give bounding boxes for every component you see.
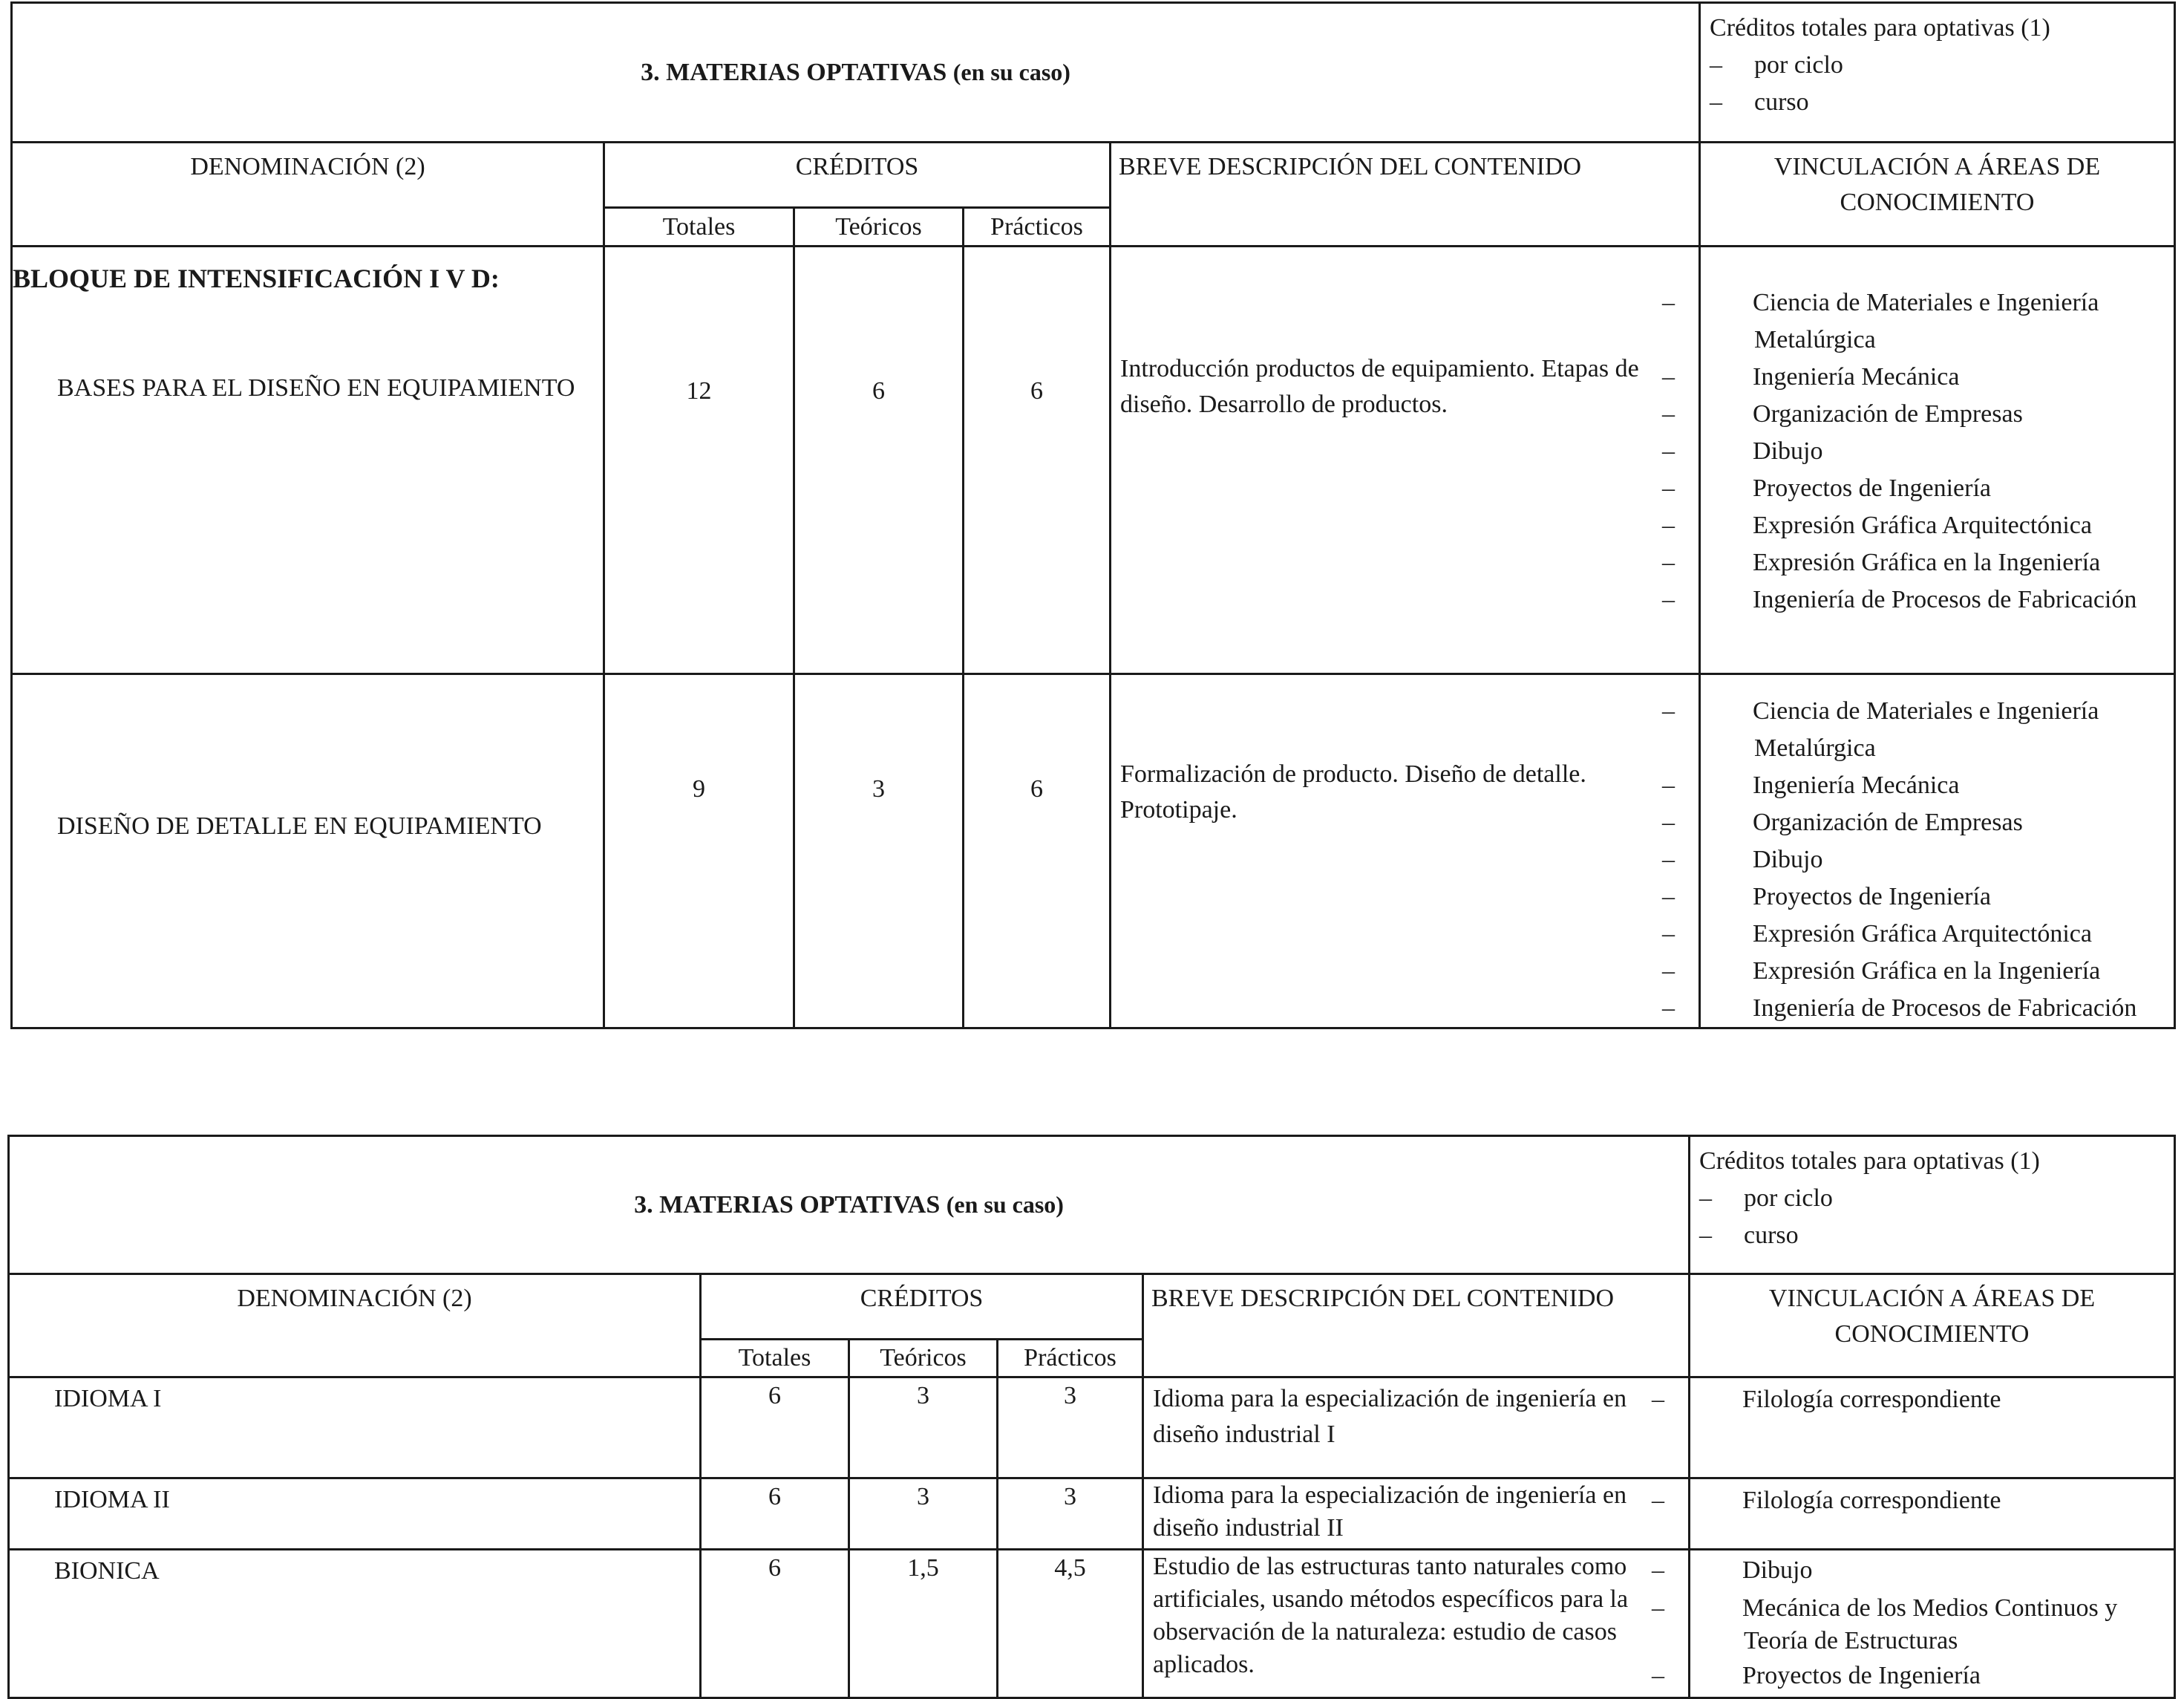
optativas-table-2 bbox=[7, 1135, 2176, 1699]
credits-item: – curso bbox=[1710, 88, 1809, 116]
subject-name: IDIOMA I bbox=[54, 1385, 162, 1412]
credits-item: – por ciclo bbox=[1699, 1184, 1833, 1212]
cell-teoricos: 1,5 bbox=[849, 1550, 998, 1698]
table-row bbox=[9, 1478, 2175, 1550]
area-item: – Ciencia de Materiales e Ingeniería Metalúrgica bbox=[1662, 289, 2099, 353]
header-teoricos: Teóricos bbox=[849, 1340, 998, 1377]
subject-name: DISEÑO DE DETALLE EN EQUIPAMIENTO bbox=[57, 812, 542, 840]
area-item: – Ingeniería de Procesos de Fabricación bbox=[1662, 994, 2137, 1022]
cell-practicos: 6 bbox=[964, 674, 1111, 1028]
area-item: – Organización de Empresas bbox=[1662, 809, 2023, 836]
header-totales: Totales bbox=[701, 1340, 849, 1377]
area-item: – Ciencia de Materiales e Ingeniería Metalúrgica bbox=[1662, 697, 2099, 762]
cell-teoricos: 3 bbox=[794, 674, 964, 1028]
cell-practicos: 6 bbox=[964, 247, 1111, 674]
area-item: – Dibujo bbox=[1652, 1556, 1813, 1584]
area-item: – Filología correspondiente bbox=[1652, 1487, 2001, 1514]
cell-areas bbox=[1652, 1377, 2175, 1478]
cell-descripcion: Introducción productos de equipamiento. Etapas de diseño. Desarrollo de productos. bbox=[1111, 247, 1700, 674]
block-title: BLOQUE DE INTENSIFICACIÓN I V D: bbox=[13, 264, 500, 293]
header-descripcion: BREVE DESCRIPCIÓN DEL CONTENIDO bbox=[1111, 143, 1700, 247]
cell-descripcion: Idioma para la especialización de ingeniería en diseño industrial II bbox=[1143, 1478, 1690, 1550]
table-row bbox=[9, 1377, 2175, 1478]
credits-total-box bbox=[1690, 1136, 2175, 1274]
header-creditos: CRÉDITOS bbox=[701, 1274, 1143, 1340]
cell-practicos: 3 bbox=[998, 1478, 1143, 1550]
header-denominacion: DENOMINACIÓN (2) bbox=[12, 143, 604, 247]
cell-practicos: 3 bbox=[998, 1377, 1143, 1478]
cell-teoricos: 3 bbox=[849, 1377, 998, 1478]
area-item: – Mecánica de los Medios Continuos y Teoría de Estructuras bbox=[1652, 1594, 2118, 1654]
cell-areas bbox=[1652, 1478, 2175, 1550]
cell-areas bbox=[1662, 247, 2175, 674]
area-item: – Dibujo bbox=[1662, 846, 1823, 873]
cell-areas bbox=[1662, 674, 2175, 1028]
header-practicos: Prácticos bbox=[998, 1340, 1143, 1377]
cell-teoricos: 6 bbox=[794, 247, 964, 674]
area-item: – Expresión Gráfica en la Ingeniería bbox=[1662, 957, 2101, 985]
cell-totales: 9 bbox=[604, 674, 794, 1028]
table-row bbox=[12, 247, 2175, 674]
area-item: – Ingeniería Mecánica bbox=[1662, 363, 1960, 391]
cell-totales: 6 bbox=[701, 1550, 849, 1698]
area-item: – Expresión Gráfica Arquitectónica bbox=[1662, 920, 2092, 948]
header-practicos: Prácticos bbox=[964, 208, 1111, 247]
table-row bbox=[9, 1550, 2175, 1698]
cell-totales: 6 bbox=[701, 1478, 849, 1550]
credits-item: – curso bbox=[1699, 1222, 1799, 1249]
subject-name: BASES PARA EL DISEÑO EN EQUIPAMIENTO bbox=[57, 374, 575, 402]
area-item: – Expresión Gráfica Arquitectónica bbox=[1662, 512, 2092, 539]
area-item: – Filología correspondiente bbox=[1652, 1386, 2001, 1413]
header-vinculacion: VINCULACIÓN A ÁREAS DE CONOCIMIENTO bbox=[1700, 143, 2175, 247]
section-title: 3. MATERIAS OPTATIVAS (en su caso) bbox=[9, 1136, 1690, 1274]
area-item: – Proyectos de Ingeniería bbox=[1652, 1662, 1981, 1689]
area-item: – Proyectos de Ingeniería bbox=[1662, 883, 1992, 910]
section-title: 3. MATERIAS OPTATIVAS (en su caso) bbox=[12, 3, 1700, 143]
cell-descripcion: Estudio de las estructuras tanto naturales como artificiales, usando métodos específicos para la observación de la naturaleza: estudio de casos aplicados. bbox=[1143, 1550, 1690, 1698]
header-creditos: CRÉDITOS bbox=[604, 143, 1111, 208]
area-item: – Proyectos de Ingeniería bbox=[1662, 475, 1992, 502]
header-descripcion: BREVE DESCRIPCIÓN DEL CONTENIDO bbox=[1143, 1274, 1690, 1377]
header-denominacion: DENOMINACIÓN (2) bbox=[9, 1274, 701, 1377]
header-teoricos: Teóricos bbox=[794, 208, 964, 247]
cell-totales: 12 bbox=[604, 247, 794, 674]
credits-total-label: Créditos totales para optativas (1) bbox=[1710, 14, 2050, 42]
cell-totales: 6 bbox=[701, 1377, 849, 1478]
credits-item: – por ciclo bbox=[1710, 51, 1843, 79]
area-item: – Expresión Gráfica en la Ingeniería bbox=[1662, 549, 2101, 576]
credits-total-label: Créditos totales para optativas (1) bbox=[1699, 1147, 2040, 1175]
credits-total-box bbox=[1700, 3, 2175, 143]
header-totales: Totales bbox=[604, 208, 794, 247]
cell-descripcion: Idioma para la especialización de ingeniería en diseño industrial I bbox=[1143, 1377, 1690, 1478]
table-row bbox=[12, 674, 2175, 1028]
optativas-table-1 bbox=[10, 1, 2176, 1029]
cell-teoricos: 3 bbox=[849, 1478, 998, 1550]
cell-practicos: 4,5 bbox=[998, 1550, 1143, 1698]
subject-name: BIONICA bbox=[54, 1557, 160, 1585]
subject-name: IDIOMA II bbox=[54, 1486, 170, 1513]
area-item: – Dibujo bbox=[1662, 437, 1823, 465]
area-item: – Ingeniería Mecánica bbox=[1662, 772, 1960, 799]
area-item: – Organización de Empresas bbox=[1662, 400, 2023, 428]
cell-descripcion: Formalización de producto. Diseño de detalle. Prototipaje. bbox=[1111, 674, 1700, 1028]
cell-areas bbox=[1652, 1550, 2175, 1698]
area-item: – Ingeniería de Procesos de Fabricación bbox=[1662, 586, 2137, 613]
header-vinculacion: VINCULACIÓN A ÁREAS DE CONOCIMIENTO bbox=[1690, 1274, 2175, 1377]
